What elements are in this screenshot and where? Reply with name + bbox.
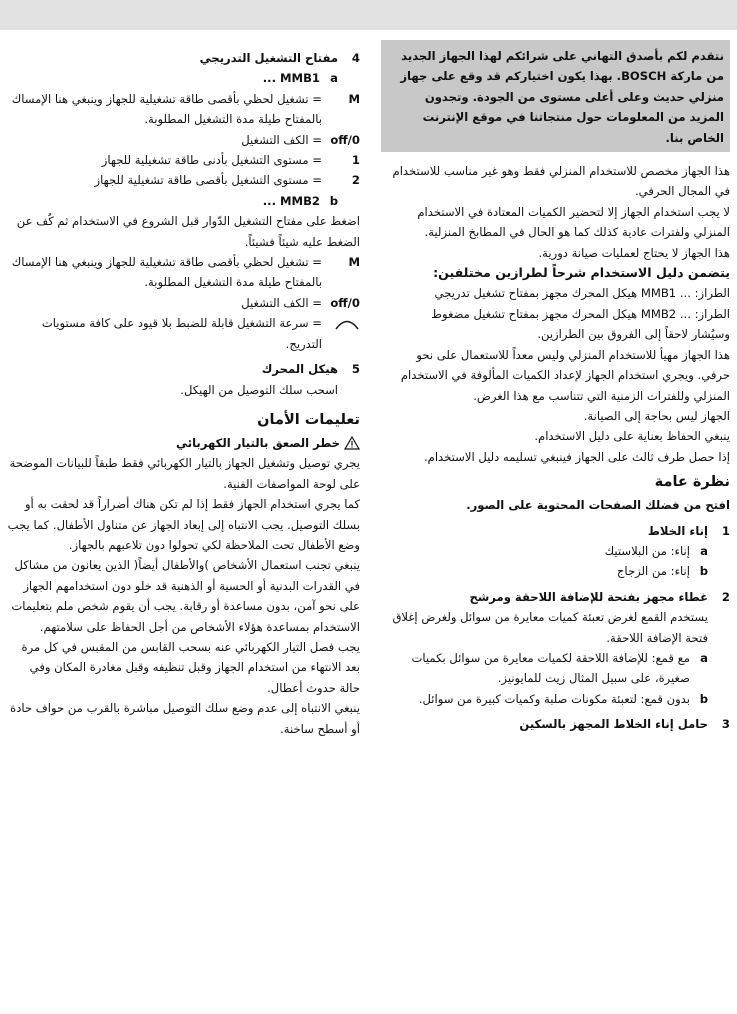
setting-text: = الكف التشغيل (241, 295, 322, 310)
safety-paragraph-4: يجب فصل التيار الكهربائي عنه بسحب القابس من المقبس في كل مرة بعد الانتهاء من استخدام الجهاز وقبل تنظيفه وقبل مغادرة المكان وفي حالة حدوث أعطال. (21, 639, 360, 695)
page-header-bar (0, 0, 737, 30)
item-title: حامل إناء الخلاط المجهز بالسكين (519, 717, 708, 732)
safety-paragraph-1: يجري توصيل وتشغيل الجهاز بالتيار الكهربائي فقط طبقاً للبيانات الموضحة على لوحة المواصفات الفنية. (9, 456, 360, 491)
item-title: هيكل المحرك (261, 362, 338, 377)
warning-title: خطر الصعق بالتيار الكهربائي (176, 435, 340, 450)
overview-item-3 (381, 714, 730, 734)
setting-text: = مستوى التشغيل بأدنى طاقة تشغيلية للجهاز (101, 153, 322, 168)
item-number: 3 (721, 717, 730, 732)
sub-text: بدون قمع: لتعبئة مكونات صلبة وكميات كبيرة من سوائل. (418, 691, 690, 706)
switch-a (6, 68, 360, 88)
switch-b (6, 191, 360, 211)
usage-paragraph-1: هذا الجهاز مخصص للاستخدام المنزلي فقط وهو غير مناسب للاستخدام في المجال الحرفي. (392, 164, 730, 199)
sub-label: b (329, 193, 338, 208)
overview-title: نظرة عامة (654, 474, 730, 491)
item-5-text: اسحب سلك التوصيل من الهيكل. (180, 382, 338, 397)
setting-variable-speed (6, 313, 360, 354)
usage-paragraph-6: الجهاز ليس بحاجة إلى الصيانة. (583, 408, 730, 423)
safety-paragraph-2: كما يجري استخدام الجهاز فقط إذا لم تكن هناك أضراراً قد لحقت به أو بسلك التوصيل. يجب الانتباه إلى إبعاد الجهاز عن متناول الأطفال. كما يجب وضع الأطفال تحت الملاحظة لكي تحولوا دون تلاعبهم بالجهاز. (7, 497, 360, 552)
setting-label: 1 (351, 153, 360, 168)
setting-text: = تشغيل لحظي بأقصى طاقة تشغيلية للجهاز وينبغي هنا الإمساك بالمفتاح طيلة مدة التشغيل المطلوبة. (11, 255, 322, 290)
item-1-b (381, 561, 730, 581)
models-heading: يتضمن دليل الاستخدام شرحاً لطرازين مختلفين: (433, 265, 730, 281)
setting-label: off/0 (330, 295, 360, 310)
sub-label: a (330, 71, 338, 86)
overview-item-4 (6, 48, 360, 68)
setting-text: = مستوى التشغيل بأقصى طاقة تشغيلية للجهاز (94, 173, 322, 188)
usage-paragraph-2: لا يجب استخدام الجهاز إلا لتحضير الكميات المعتادة في الاستخدام المنزلي ولفترات عادية كذلك كما هو الحال في المطابخ المنزلية. (417, 204, 730, 240)
usage-paragraph-5: هذا الجهاز مهيأ للاستخدام المنزلي وليس معداً للاستعمال على نحو حرفي. ويجري استخدام الجهاز لإعداد الكميات المألوفة في الاستخدام المنزلي وللفترات الزمنية التي تتناسب مع هذا الغرض. (400, 347, 730, 403)
setting-text: = تشغيل لحظي بأقصى طاقة تشغيلية للجهاز وينبغي هنا الإمساك بالمفتاح طيلة مدة التشغيل المطلوبة. (11, 91, 322, 127)
item-number: 4 (351, 51, 360, 65)
setting-label: M (348, 91, 360, 106)
item-2-a (381, 648, 730, 689)
overview-item-1 (381, 521, 730, 541)
setting-1 (6, 150, 360, 170)
safety-paragraph-5: ينبغي الانتباه إلى عدم وضع سلك التوصيل مباشرة بالقرب من حواف حادة أو أسطح ساخنة. (10, 701, 360, 736)
model-mmb2: الطراز: ... MMB2 هيكل المحرك مجهز بمفتاح تشغيل مضغوط (431, 306, 730, 321)
setting-label: off/0 (330, 132, 360, 147)
usage-paragraph-3: هذا الجهاز لا يحتاج لعمليات صيانة دورية. (538, 245, 730, 260)
safety-paragraph-3: ينبغي تجنب استعمال الأشخاص )والأطفال أيضاً( الذين يعانون من مشاكل في القدرات البدنية أو الحسية أو الذهنية قد خلو دون استخدامهم الجهاز على نحو آمن، بدون مساعدة أو رقابة. يجب أن يقوم شخص ملم بتعليمات الاستخدام بمساعدة هؤلاء الأشخاص من أجل الحفاظ على سلامتهم. (11, 558, 360, 634)
setting-2 (6, 170, 360, 190)
item-title: غطاء مجهز بفتحة للإضافة اللاحقة ومرشح (469, 589, 708, 604)
left-column (6, 40, 360, 739)
switch-b-text: اضغط على مفتاح التشغيل الدّوار قبل الشروع في الاستخدام ثم كُف عن الضغط عليه شيئاً فشيئاً. (16, 214, 360, 249)
item-number: 2 (721, 589, 730, 604)
sub-label: a (700, 543, 708, 558)
item-number: 1 (721, 523, 730, 538)
sub-label: a (700, 650, 708, 665)
right-column (381, 40, 730, 735)
sub-text: إناء: من البلاستيك (604, 543, 690, 558)
variable-speed-icon (322, 313, 360, 354)
model-mmb1: الطراز: ... MMB1 هيكل المحرك مجهز بمفتاح تشغيل تدريجي (434, 286, 730, 301)
usage-paragraph-7: ينبغي الحفاظ بعناية على دليل الاستخدام. (534, 429, 730, 444)
intro-box: نتقدم لكم بأصدق التهاني على شرائكم لهذا الجهاز الجديد من ماركة BOSCH. بهذا يكون اختياركم قد وقع على جهاز منزلي حديث وعلى أعلى مستوى من الجودة. وتجدون المزيد من المعلومات حول منتجاتنا في موقع الإنترنت الخاص بنا. (381, 40, 730, 152)
setting-text: = الكف التشغيل (241, 132, 322, 147)
usage-paragraph-8: إذا حصل طرف ثالث على الجهاز فينبغي تسليمه دليل الاستخدام. (423, 449, 730, 464)
warning-heading (6, 433, 360, 453)
setting-off-2 (6, 293, 360, 313)
warning-triangle-icon (344, 436, 360, 450)
sub-text: مع قمع: للإضافة اللاحقة لكميات معايرة من سوائل بكميات صغيرة، على سبيل المثال زيت للمايونيز. (411, 650, 690, 686)
sub-label: b (699, 691, 708, 706)
setting-label: 2 (351, 173, 360, 188)
setting-text: = سرعة التشغيل قابلة للضبط بلا قيود على كافة مستويات التدريج. (41, 316, 322, 351)
sub-text: إناء: من الزجاج (616, 564, 690, 579)
item-1-a (381, 541, 730, 561)
item-title: إناء الخلاط (647, 523, 708, 538)
safety-title: تعليمات الأمان (257, 411, 360, 428)
item-number: 5 (351, 362, 360, 377)
setting-m-1 (6, 89, 360, 130)
overview-subtitle: افتح من فضلك الصفحات المحتوية على الصور. (466, 498, 730, 513)
usage-paragraph-4: وسيُشار لاحقاً إلى الفروق بين الطرازين. (537, 327, 730, 342)
setting-label: M (348, 255, 360, 270)
sub-label: b (699, 564, 708, 579)
item-title: مفتاح التشغيل التدريجي (199, 51, 338, 65)
model-label: MMB1 ... (262, 71, 320, 86)
item-2-b (381, 689, 730, 709)
setting-off-1 (6, 130, 360, 150)
item-2-text: يستخدم القمع لغرض تعبئة كميات معايرة من سوائل ولغرض إغلاق فتحة الإضافة اللاحقة. (392, 610, 708, 645)
model-label: MMB2 ... (262, 193, 320, 208)
overview-item-5 (6, 359, 360, 379)
setting-m-2 (6, 252, 360, 293)
overview-item-2 (381, 587, 730, 607)
